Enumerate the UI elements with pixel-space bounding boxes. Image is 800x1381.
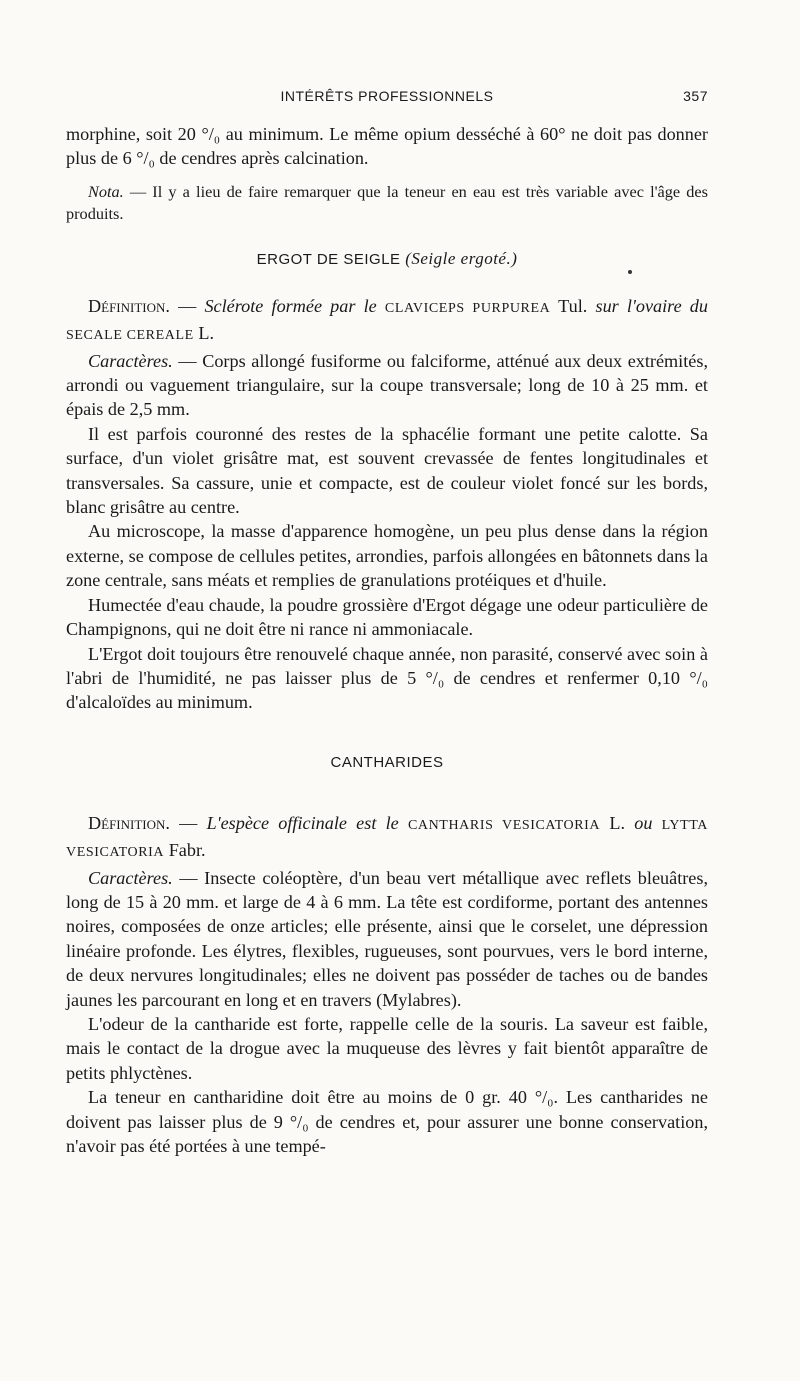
canth-def-author-1: L. — [600, 812, 635, 833]
canth-def-italic-1: L'espèce officinale est le — [206, 812, 408, 833]
canth-car-text: — Insecte coléoptère, d'un beau vert métallique avec reflets bleuâtres, long de 15 à 20 mm. et large de 4 à 6 mm. La tête est cordiforme, portant des antennes noires, composées de onze articles; elle présente, ainsi que le corselet, une dépression linéaire profonde. Les élytres, flexibles, rugueuses, sont pourvues, vers le bord interne, de deux nervures longitudinales; elles ne doivent pas posséder de taches ou de bandes jaunes les parcourant en long et en travers (Mylabres). — [66, 867, 708, 1010]
section-title-cantharides: CANTHARIDES — [330, 753, 444, 771]
nota-label: Nota. — [88, 181, 124, 201]
ergot-def-label: Définition. — [88, 295, 170, 316]
canth-def-italic-2: ou — [634, 812, 662, 833]
canth-def-species-1: CANTHARIS VESICATORIA — [407, 817, 601, 833]
ergot-def-dash: — — [169, 295, 205, 316]
canth-definition — [66, 811, 708, 866]
ergot-def-host: SECALE CEREALE — [66, 328, 194, 344]
ergot-car-text: — Corps allongé fusiforme ou falciforme, atténué aux deux extrémités, arrondi ou vaguement triangulaire, sur la coupe transversale; long de 10 à 25 mm. et épais de 2,5 mm. — [66, 350, 708, 420]
ergot-paragraph-5: L'Ergot doit toujours être renouvelé chaque année, non parasité, conservé avec soin à l'abri de l'humidité, ne pas laisser plus de 5 °/₀ de cendres et renfermer 0,10 °/₀ d'alcaloïdes au minimum. — [66, 643, 708, 713]
ergot-caracteres — [66, 349, 708, 422]
canth-def-author-2: Fabr. — [164, 840, 206, 861]
canth-def-species-2: LYTTA VESICATORIA — [66, 817, 708, 861]
ergot-car-label: Caractères. — [88, 350, 173, 371]
ergot-title-paren: (Seigle ergoté.) — [405, 248, 518, 268]
running-title: INTÉRÊTS PROFESSIONNELS — [280, 88, 494, 104]
canth-car-label: Caractères. — [88, 867, 173, 888]
ergot-def-italic-2: sur l'ovaire du — [595, 295, 708, 316]
canth-def-dash: — — [169, 812, 207, 833]
ergot-def-author-2: L. — [193, 323, 215, 344]
ergot-def-italic-1: Sclérote formée par le — [204, 295, 385, 316]
page-body — [66, 122, 708, 1158]
running-header — [66, 88, 708, 104]
canth-paragraph-2: L'odeur de la cantharide est forte, rappelle celle de la souris. La saveur est faible, mais le contact de la drogue avec la muqueuse des lèvres y fait bientôt apparaître de petits phlyctènes. — [66, 1013, 708, 1083]
intro-paragraph: morphine, soit 20 °/₀ au minimum. Le même opium desséché à 60° ne doit pas donner plus de 6 °/₀ de cendres après calcination. — [66, 124, 708, 169]
ergot-title: ERGOT DE SEIGLE — [256, 250, 401, 268]
section-title-ergot — [66, 247, 708, 272]
ergot-def-author-1: Tul. — [550, 295, 596, 316]
canth-paragraph-3: La teneur en cantharidine doit être au moins de 0 gr. 40 °/₀. Les cantharides ne doivent pas laisser plus de 9 °/₀ de cendres et, pour assurer une bonne conservation, n'avoir pas été portées à une tempé- — [66, 1087, 708, 1156]
ergot-definition — [66, 294, 708, 349]
canth-def-label: Définition. — [88, 812, 170, 833]
nota-paragraph — [66, 181, 708, 225]
nota-text: — Il y a lieu de faire remarquer que la teneur en eau est très variable avec l'âge des produits. — [66, 181, 708, 223]
canth-caracteres — [66, 866, 708, 1012]
ergot-paragraph-4: Humectée d'eau chaude, la poudre grossière d'Ergot dégage une odeur particulière de Champignons, qui ne doit être ni rance ni ammoniacale. — [66, 594, 708, 640]
ergot-paragraph-2: Il est parfois couronné des restes de la sphacélie formant une petite calotte. Sa surface, d'un violet grisâtre mat, est souvent crevassée de fentes longitudinales et transversales. Sa cassure, unie et compacte, est de couleur violet foncé sur les bords, blanc grisâtre au centre. — [66, 423, 708, 518]
ergot-def-genus: CLAVICEPS PURPUREA — [384, 300, 551, 316]
ergot-paragraph-3: Au microscope, la masse d'apparence homogène, un peu plus dense dans la région externe, se compose de cellules petites, arrondies, parfois allongées en bâtonnets dans la zone centrale, sans méats et remplies de granulations protéiques et d'huile. — [66, 521, 708, 591]
page-number: 357 — [683, 88, 708, 104]
